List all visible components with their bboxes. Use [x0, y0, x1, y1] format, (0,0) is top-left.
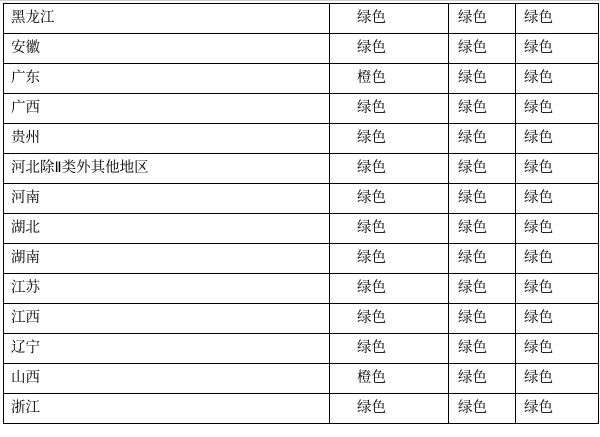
table-row — [4, 394, 599, 424]
region-cell: 黑龙江 — [4, 4, 330, 34]
status-cell-3: 绿色 — [516, 154, 599, 184]
status-cell-3: 绿色 — [516, 34, 599, 64]
status-cell-3: 绿色 — [516, 214, 599, 244]
page-top-edge — [0, 0, 600, 1]
status-cell-1: 橙色 — [330, 364, 449, 394]
status-cell-1: 橙色 — [330, 64, 449, 94]
status-cell-1: 绿色 — [330, 334, 449, 364]
status-cell-2: 绿色 — [449, 184, 516, 214]
table-row — [4, 334, 599, 364]
status-cell-2: 绿色 — [449, 154, 516, 184]
table-row — [4, 184, 599, 214]
table-row — [4, 304, 599, 334]
status-cell-1: 绿色 — [330, 304, 449, 334]
table-row — [4, 124, 599, 154]
status-cell-1: 绿色 — [330, 154, 449, 184]
status-cell-3: 绿色 — [516, 364, 599, 394]
status-cell-2: 绿色 — [449, 364, 516, 394]
status-cell-2: 绿色 — [449, 34, 516, 64]
region-cell: 江西 — [4, 304, 330, 334]
status-cell-3: 绿色 — [516, 244, 599, 274]
province-status-table — [3, 3, 599, 424]
region-cell: 山西 — [4, 364, 330, 394]
status-cell-3: 绿色 — [516, 124, 599, 154]
table-row — [4, 154, 599, 184]
status-cell-2: 绿色 — [449, 64, 516, 94]
region-cell: 河南 — [4, 184, 330, 214]
region-cell: 浙江 — [4, 394, 330, 424]
region-cell: 广西 — [4, 94, 330, 124]
table-row — [4, 364, 599, 394]
status-cell-3: 绿色 — [516, 394, 599, 424]
status-cell-3: 绿色 — [516, 4, 599, 34]
status-cell-2: 绿色 — [449, 244, 516, 274]
status-cell-3: 绿色 — [516, 94, 599, 124]
status-cell-2: 绿色 — [449, 124, 516, 154]
region-cell: 湖北 — [4, 214, 330, 244]
table-row — [4, 94, 599, 124]
status-cell-2: 绿色 — [449, 304, 516, 334]
status-cell-1: 绿色 — [330, 94, 449, 124]
table-row — [4, 244, 599, 274]
status-cell-2: 绿色 — [449, 4, 516, 34]
table-row — [4, 274, 599, 304]
table-row — [4, 34, 599, 64]
table-row — [4, 214, 599, 244]
status-cell-1: 绿色 — [330, 124, 449, 154]
region-cell: 贵州 — [4, 124, 330, 154]
status-cell-2: 绿色 — [449, 334, 516, 364]
region-cell: 广东 — [4, 64, 330, 94]
status-cell-2: 绿色 — [449, 214, 516, 244]
region-cell: 江苏 — [4, 274, 330, 304]
status-cell-1: 绿色 — [330, 4, 449, 34]
status-cell-1: 绿色 — [330, 184, 449, 214]
status-cell-2: 绿色 — [449, 94, 516, 124]
status-cell-1: 绿色 — [330, 34, 449, 64]
status-cell-1: 绿色 — [330, 214, 449, 244]
status-cell-1: 绿色 — [330, 244, 449, 274]
status-cell-2: 绿色 — [449, 394, 516, 424]
region-cell: 湖南 — [4, 244, 330, 274]
status-cell-3: 绿色 — [516, 304, 599, 334]
status-cell-3: 绿色 — [516, 64, 599, 94]
status-cell-3: 绿色 — [516, 184, 599, 214]
status-cell-2: 绿色 — [449, 274, 516, 304]
region-cell: 辽宁 — [4, 334, 330, 364]
region-cell: 河北除Ⅱ类外其他地区 — [4, 154, 330, 184]
region-cell: 安徽 — [4, 34, 330, 64]
status-cell-1: 绿色 — [330, 274, 449, 304]
table-row — [4, 4, 599, 34]
status-cell-1: 绿色 — [330, 394, 449, 424]
status-cell-3: 绿色 — [516, 274, 599, 304]
table-row — [4, 64, 599, 94]
table-body — [4, 4, 599, 424]
status-cell-3: 绿色 — [516, 334, 599, 364]
